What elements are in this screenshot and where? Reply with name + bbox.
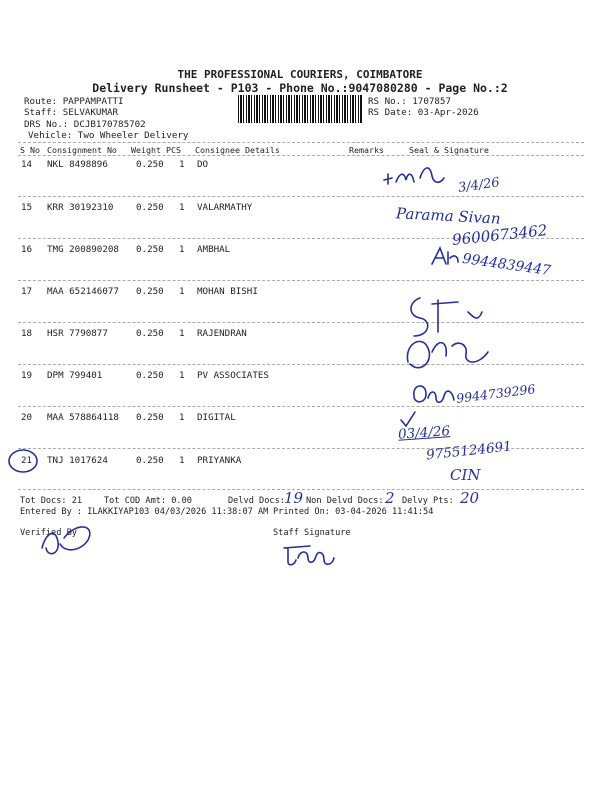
row-21-consignee: PRIYANKA xyxy=(197,455,242,466)
vehicle-label: Vehicle: Two Wheeler Delivery xyxy=(28,130,189,141)
signature-row-19-icon xyxy=(408,378,460,408)
staff-label: Staff: SELVAKUMAR xyxy=(24,107,119,118)
signature-row-14-icon xyxy=(380,158,450,194)
row-19-consignee: PV ASSOCIATES xyxy=(197,370,269,381)
row-14-sno: 14 xyxy=(21,159,33,170)
row-19-consignment: DPM 799401 xyxy=(47,370,103,381)
header-bottom-rule xyxy=(18,155,584,156)
runsheet-subtitle: Delivery Runsheet - P103 - Phone No.:9047080280 - Page No.:2 xyxy=(92,81,508,95)
row-15-weight: 0.250 xyxy=(136,202,164,213)
circle-mark-icon xyxy=(6,446,40,476)
verifier-signature-icon xyxy=(36,518,106,560)
total-docs: Tot Docs: 21 xyxy=(20,496,83,506)
row-17-pcs: 1 xyxy=(179,286,185,297)
delivery-points-label: Delvy Pts: xyxy=(402,496,454,506)
row-19-sno: 19 xyxy=(21,370,33,381)
non-delivered-docs-label: Non Delvd Docs: xyxy=(306,496,384,506)
staff-signature-label: Staff Signature xyxy=(273,528,351,538)
row-19-pcs: 1 xyxy=(179,370,185,381)
handwritten-phone-16: 9944839447 xyxy=(461,250,552,280)
row-15-consignee: VALARMATHY xyxy=(197,202,253,213)
row-14-consignment: NKL 8498896 xyxy=(47,159,108,170)
handwritten-date-20: 03/4/26 xyxy=(397,423,451,443)
row-17-consignee: MOHAN BISHI xyxy=(197,286,258,297)
row-separator xyxy=(18,406,584,407)
row-14-consignee: DO xyxy=(197,159,209,170)
entered-by: Entered By : ILAKKIYAP103 04/03/2026 11:38:07 AM xyxy=(20,507,269,517)
handwritten-phone-19: 9944739296 xyxy=(455,381,537,406)
row-21-sno: 21 xyxy=(21,455,33,466)
total-cod-amount: Tot COD Amt: 0.00 xyxy=(104,496,192,506)
barcode xyxy=(238,95,362,123)
row-17-consignment: MAA 652146077 xyxy=(47,286,119,297)
row-18-consignment: HSR 7790877 xyxy=(47,328,108,339)
verified-by-label: Verified By xyxy=(20,528,77,538)
row-18-consignee: RAJENDRAN xyxy=(197,328,247,339)
row-18-pcs: 1 xyxy=(179,328,185,339)
handwritten-non-delivered-docs: 2 xyxy=(385,489,395,507)
row-16-consignee: AMBHAL xyxy=(197,244,231,255)
handwritten-cin-21: CIN xyxy=(450,466,481,484)
row-15-pcs: 1 xyxy=(179,202,185,213)
row-16-pcs: 1 xyxy=(179,244,185,255)
col-pcs: PCS xyxy=(166,145,181,155)
col-seal: Seal & Signature xyxy=(409,145,489,155)
header-top-rule xyxy=(18,142,584,143)
row-21-weight: 0.250 xyxy=(136,455,164,466)
row-19-weight: 0.250 xyxy=(136,370,164,381)
row-20-pcs: 1 xyxy=(179,412,185,423)
row-20-weight: 0.250 xyxy=(136,412,164,423)
row-14-weight: 0.250 xyxy=(136,159,164,170)
col-weight: Weight xyxy=(131,145,161,155)
printed-on: Printed On: 03-04-2026 11:41:54 xyxy=(273,507,434,517)
row-17-sno: 17 xyxy=(21,286,33,297)
row-15-consignment: KRR 30192310 xyxy=(47,202,114,213)
row-20-consignee: DIGITAL xyxy=(197,412,236,423)
staff-signature-icon xyxy=(280,540,350,570)
col-consignment: Consignment No xyxy=(47,145,117,155)
handwritten-date-14: 3/4/26 xyxy=(457,175,501,196)
handwritten-delivered-docs: 19 xyxy=(284,489,304,507)
row-20-sno: 20 xyxy=(21,412,33,423)
row-16-consignment: TMG 200890208 xyxy=(47,244,119,255)
signature-row-17-18-icon xyxy=(398,292,508,384)
row-21-consignment: TNJ 1017624 xyxy=(47,455,108,466)
signature-row-16-icon xyxy=(428,244,462,270)
delivered-docs-label: Delvd Docs: xyxy=(228,496,285,506)
row-20-consignment: MAA 578864118 xyxy=(47,412,119,423)
row-separator xyxy=(18,196,584,197)
row-14-pcs: 1 xyxy=(179,159,185,170)
row-15-sno: 15 xyxy=(21,202,33,213)
handwritten-phone-21: 9755124691 xyxy=(425,438,513,464)
handwritten-delivery-points: 20 xyxy=(460,489,480,507)
col-sno: S No xyxy=(20,145,40,155)
row-18-weight: 0.250 xyxy=(136,328,164,339)
handwritten-name-15: Parama Sivan xyxy=(395,204,501,228)
col-consignee: Consignee Details xyxy=(195,145,280,155)
col-remarks: Remarks xyxy=(349,145,384,155)
row-16-sno: 16 xyxy=(21,244,33,255)
route-label: Route: PAPPAMPATTI xyxy=(24,96,124,107)
row-18-sno: 18 xyxy=(21,328,33,339)
row-21-pcs: 1 xyxy=(179,455,185,466)
row-separator xyxy=(18,280,584,281)
handwritten-phone-15: 9600673462 xyxy=(451,221,549,249)
row-17-weight: 0.250 xyxy=(136,286,164,297)
row-16-weight: 0.250 xyxy=(136,244,164,255)
company-title: THE PROFESSIONAL COURIERS, COIMBATORE xyxy=(177,68,423,81)
rs-number: RS No.: 1707857 xyxy=(368,96,451,107)
rs-date: RS Date: 03-Apr-2026 xyxy=(368,107,479,118)
drs-number: DRS No.: DCJB170785702 xyxy=(24,119,146,130)
